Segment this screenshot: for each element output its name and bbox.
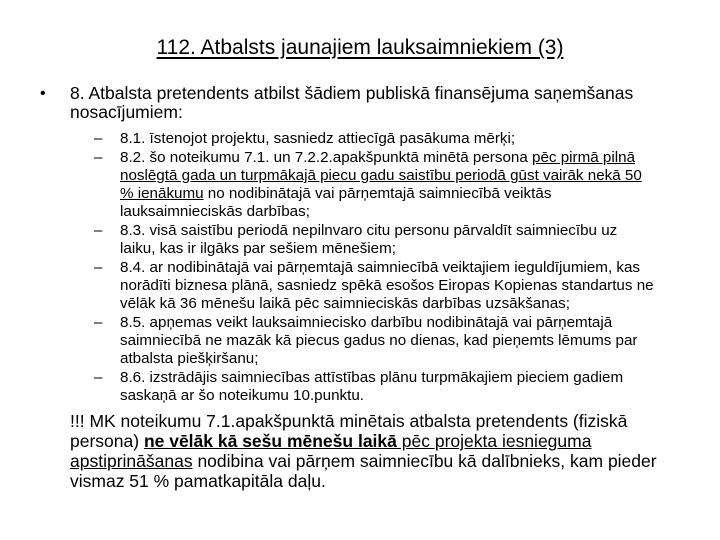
list-item — [94, 314, 654, 368]
main-content — [40, 84, 690, 491]
dash-icon: – — [94, 314, 103, 331]
list-item-text: 8.1. īstenojot projektu, sasniedz attiecīgā pasākuma mērķi; — [120, 130, 516, 147]
conditions-list — [94, 130, 654, 405]
list-item — [94, 149, 654, 221]
dash-icon: – — [94, 259, 103, 276]
list-item-text: 8.3. visā saistību periodā nepilnvaro citu personu pārvaldīt saimniecību uz laiku, kas ir ilgāks par sešiem mēnešiem; — [120, 222, 618, 257]
list-item — [94, 369, 654, 405]
note-emphasis: ne vēlāk kā sešu mēnešu laikā — [143, 431, 397, 451]
list-item-text: 8.6. izstrādājis saimniecības attīstības plānu turpmākajiem pieciem gadiem saskaņā ar šo noteikumu 10.punktu. — [120, 369, 624, 404]
underlined-text: pēc pirmā pilnā noslēgtā gada un turpmākajā piecu gadu saistību periodā gūst vairāk nekā 50 % ienākumu — [120, 149, 642, 202]
dash-icon: – — [94, 369, 103, 386]
list-item-text — [120, 149, 654, 221]
note-prefix: !!! MK noteikumu 7.1.apakšpunktā minētais atbalsta pretendents (fiziskā persona) — [70, 411, 628, 451]
dash-icon: – — [94, 222, 103, 239]
page-title: 112. Atbalsts jaunajiem lauksaimniekiem (3) — [156, 36, 564, 59]
list-item — [94, 259, 654, 313]
note-paragraph — [70, 411, 670, 491]
note-suffix: nodibina vai pārņem saimniecību kā dalībnieks, kam pieder vismaz 51 % pamatkapitāla daļu. — [70, 451, 657, 491]
text-suffix: no nodibinātajā vai pārņemtajā saimniecībā veiktās lauksaimnieciskās darbības; — [120, 185, 552, 220]
dash-icon: – — [94, 149, 103, 166]
list-item-text: 8.5. apņemas veikt lauksaimniecisko darbību nodibinātajā vai pārņemtajā saimniecībā ne mazāk kā piecus gadus no dienas, kad pieņemts lēmums par atbalsta piešķiršanu; — [120, 314, 638, 367]
dash-icon: – — [94, 130, 103, 147]
main-bullet — [40, 84, 690, 122]
list-item — [94, 130, 654, 148]
bullet-icon: • — [40, 85, 46, 102]
main-bullet-text: 8. Atbalsta pretendents atbilst šādiem publiskā finansējuma saņemšanas nosacījumiem: — [70, 83, 634, 122]
text-prefix: 8.2. šo noteikumu 7.1. un 7.2.2.apakšpunktā minētā persona — [120, 149, 533, 166]
note-underlined: pēc projekta iesnieguma apstiprināšanas — [70, 431, 592, 471]
list-item-text: 8.4. ar nodibinātajā vai pārņemtajā saimniecībā veiktajiem ieguldījumiem, kas norādīti biznesa plānā, sasniedz spēkā esošos Eiropas Kopienas standartus ne vēlāk kā 36 mēnešu laikā pēc saimnieciskās darbības uzsākšanas; — [120, 259, 654, 312]
list-item — [94, 222, 654, 258]
